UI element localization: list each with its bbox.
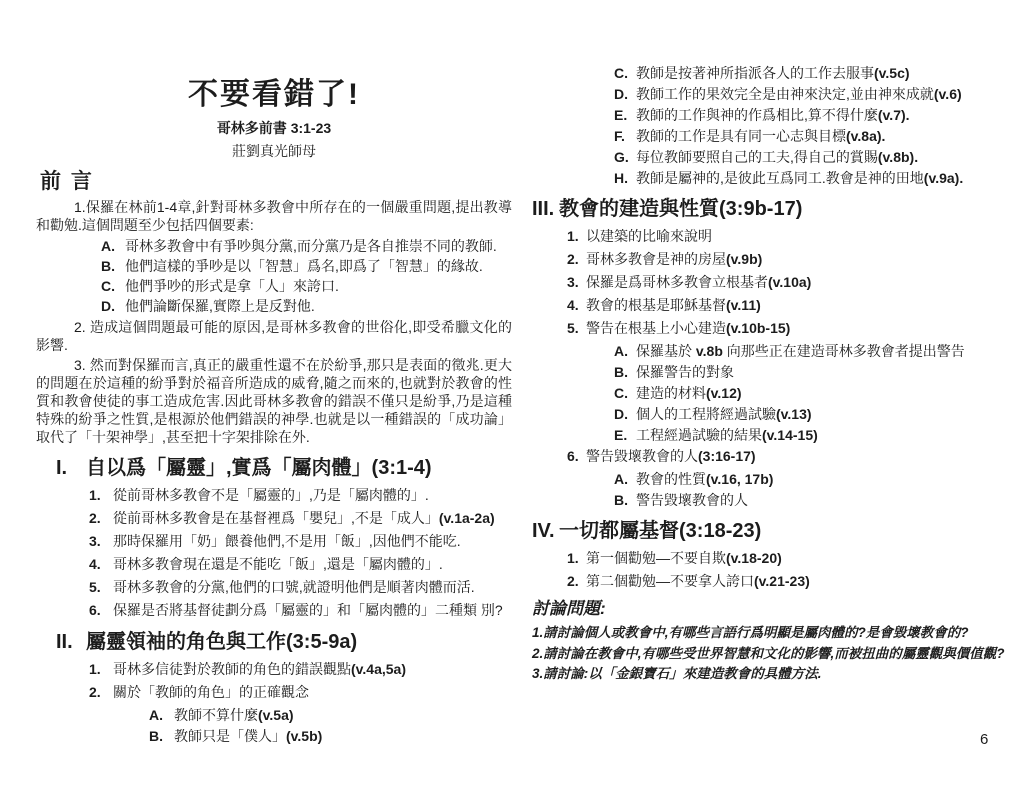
item-text: 每位教師要照自己的工夫,得自己的賞賜(v.8b). [636,149,919,165]
verse-ref: v.8b [695,343,723,359]
item-label: H. [614,170,628,186]
item-text: 教會的根基是耶穌基督(v.11) [586,297,761,313]
item-text: 警告在根基上小心建造(v.10b-15) [586,320,791,336]
item-text: 他們這樣的爭吵是以「智慧」爲名,即爲了「智慧」的緣故. [125,258,483,274]
item-text: 警告毀壞教會的人(3:16-17) [586,448,756,464]
item-label: G. [614,149,629,165]
verse-ref: (v.13) [776,406,812,422]
list-item [101,296,512,316]
author-name: 莊劉真光師母 [232,143,316,159]
list-item [101,236,512,256]
list-item [89,509,512,528]
list-item [614,491,1008,509]
item-label: 1. [89,487,101,503]
list-item [614,426,1008,444]
item-text: 教會的性質(v.16, 17b) [636,471,774,487]
item-text: 第二個勸勉—不要拿人誇口(v.21-23) [586,573,810,589]
section-3-heading [532,197,1008,221]
item-text: 建造的材料(v.12) [636,385,742,401]
item-label: C. [614,385,628,401]
list-item [567,227,1008,246]
item-text: 教師只是「僕人」(v.5b) [174,728,323,744]
verse-ref: (v.7). [877,107,910,123]
verse-ref: (v.4a,5a) [351,661,406,677]
right-column [530,64,1008,686]
verse-ref: (v.21-23) [754,573,810,589]
item-text: 教師是屬神的,是彼此互爲同工.教會是神的田地(v.9a). [636,170,964,186]
section-3-item-6 [567,447,1008,466]
item-label: A. [149,707,163,723]
verse-ref: (v.14-15) [762,427,818,443]
preface-heading: 前 言 [40,170,94,193]
section-3-item6-subitems [614,470,1008,509]
item-label: B. [149,728,163,744]
item-text: 保羅基於 v.8b 向那些正在建造哥林多教會者提出警告 [636,343,965,359]
list-item [567,296,1008,315]
list-item [149,706,512,724]
section-title: 屬靈領袖的角色與工作(3:5-9a) [86,631,358,653]
item-label: B. [101,258,115,274]
list-item [614,342,1008,360]
section-title: 一切都屬基督(3:18-23) [559,520,762,542]
verse-ref: (v.11) [726,297,761,313]
item-text: 哥林多信徒對於教師的角色的錯誤觀點(v.4a,5a) [113,661,406,677]
item-text: 關於「教師的角色」的正確觀念 [113,684,309,700]
list-item [567,250,1008,269]
item-text: 個人的工程將經過試驗(v.13) [636,406,812,422]
list-item [614,106,1008,124]
item-text: 保羅是否將基督徒劃分爲「屬靈的」和「屬肉體的」二種類 別? [113,602,503,618]
list-item [614,127,1008,145]
list-item [101,256,512,276]
section-numeral: I. [56,457,68,479]
discussion-heading: 討論問題: [532,599,606,618]
discussion-question-1: 1.請討論個人或教會中,有哪些言語行爲明顯是屬肉體的?是會毀壞教會的? [532,625,969,640]
item-label: 1. [567,550,579,566]
item-label: D. [101,298,115,314]
verse-ref: (v.8b). [877,149,919,165]
list-item [614,85,1008,103]
item-label: 2. [567,573,579,589]
section-3-item5-subitems [614,342,1008,444]
item-label: 4. [567,297,579,313]
list-item [614,384,1008,402]
list-item [614,363,1008,381]
list-item [567,549,1008,568]
item-label: 1. [567,228,579,244]
verse-ref: (v.16, 17b) [706,471,774,487]
list-item [567,447,1008,466]
list-item [614,148,1008,166]
item-label: 5. [89,579,101,595]
item-label: 1. [89,661,101,677]
item-label: A. [101,238,115,254]
verse-ref: (v.9a). [923,170,964,186]
section-title: 教會的建造與性質(3:9b-17) [559,198,803,220]
section-3-items [567,227,1008,338]
list-item [614,405,1008,423]
list-item [89,683,512,702]
verse-ref: (v.9b) [726,251,763,267]
item-text: 哥林多教會的分黨,他們的口號,就證明他們是順著肉體而活. [113,579,475,595]
list-item [567,319,1008,338]
item-text: 那時保羅用「奶」餵養他們,不是用「飯」,因他們不能吃. [113,533,461,549]
item-label: 4. [89,556,101,572]
discussion-question-3: 3.請討論:以「金銀寶石」來建造教會的具體方法. [532,666,822,681]
preface-paragraph-2: 2. 造成這個問題最可能的原因,是哥林多教會的世俗化,即受希臘文化的影響. [36,319,512,353]
verse-ref: (v.12) [706,385,742,401]
section-2-items [89,660,512,702]
list-item [101,276,512,296]
list-item [89,486,512,505]
item-text: 哥林多教會現在還是不能吃「飯」,還是「屬肉體的」. [113,556,443,572]
item-text: 哥林多教會中有爭吵與分黨,而分黨乃是各自推崇不同的教師. [125,238,497,254]
list-item [567,273,1008,292]
item-label: B. [614,492,628,508]
verse-ref: (v.1a-2a) [438,510,495,526]
item-text: 哥林多教會是神的房屋(v.9b) [586,251,763,267]
item-text: 教師工作的果效完全是由神來決定,並由神來成就(v.6) [636,86,962,102]
item-text: 工程經過試驗的結果(v.14-15) [636,427,818,443]
item-text: 保羅警告的對象 [636,364,734,380]
page-title: 不要看錯了! [188,78,360,111]
list-item [89,578,512,597]
item-label: 2. [89,510,101,526]
item-text: 他們論斷保羅,實際上是反對他. [125,298,315,314]
item-label: 6. [567,448,579,464]
item-text: 教師是按著神所指派各人的工作去服事(v.5c) [636,65,910,81]
item-label: C. [614,65,628,81]
section-2-subitems-right [614,64,1008,187]
item-text: 從前哥林多教會是在基督裡爲「嬰兒」,不是「成人」(v.1a-2a) [113,510,495,526]
verse-ref: (v.5a) [258,707,294,723]
item-text: 第一個勸勉—不要自欺(v.18-20) [586,550,782,566]
item-text: 他們爭吵的形式是拿「人」來誇口. [125,278,339,294]
item-text: 教師不算什麼(v.5a) [174,707,294,723]
item-label: A. [614,471,628,487]
list-item [567,572,1008,591]
verse-ref: (3:16-17) [698,448,756,464]
item-label: 2. [567,251,579,267]
section-2-subitems-left [149,706,512,745]
list-item [89,660,512,679]
list-item [89,601,512,620]
verse-ref: (v.6) [933,86,962,102]
section-1-items [89,486,512,620]
preface-paragraph-3: 3. 然而對保羅而言,真正的嚴重性還不在於紛爭,那只是表面的徵兆.更大的問題在於這種的紛爭對於福音所造成的威脅,隨之而來的,也就對於教會的性質和教會使徒的事工造成危害.因此哥林多教會的錯誤不僅只是紛爭,乃是這種特殊的紛爭之性質,是根源於他們錯誤的神學.也就是以一種錯誤的「成功論」取代了「十架神學」,甚至把十字架排除在外. [36,357,512,445]
item-text: 以建築的比喻來說明 [586,228,712,244]
item-label: 5. [567,320,579,336]
item-label: A. [614,343,628,359]
verse-ref: (v.10b-15) [726,320,791,336]
item-label: 3. [567,274,579,290]
item-label: D. [614,406,628,422]
item-label: E. [614,427,628,443]
section-4-items [567,549,1008,591]
item-label: E. [614,107,628,123]
preface-point-list [101,236,512,316]
item-text: 教師的工作與神的作爲相比,算不得什麼(v.7). [636,107,910,123]
list-item [89,555,512,574]
section-4-heading [532,519,1008,543]
list-item [614,64,1008,82]
discussion-question-2: 2.請討論在教會中,有哪些受世界智慧和文化的影響,而被扭曲的屬靈觀與價值觀? [532,645,1005,661]
scripture-reference: 哥林多前書 3:1-23 [216,120,332,136]
verse-ref: (v.10a) [768,274,812,290]
item-label: D. [614,86,628,102]
item-label: 6. [89,602,101,618]
list-item [89,532,512,551]
left-column [36,78,512,748]
item-label: F. [614,128,625,144]
verse-ref: (v.8a). [846,128,886,144]
item-label: 2. [89,684,101,700]
verse-ref: (v.5c) [874,65,910,81]
section-numeral: III. [532,198,555,220]
item-text: 警告毀壞教會的人 [636,492,748,508]
verse-ref: (v.5b) [286,728,323,744]
preface-paragraph-1: 1.保羅在林前1-4章,針對哥林多教會中所存在的一個嚴重問題,提出教導和勸勉.這個問題至少包括四個要素: [36,199,512,233]
section-1-heading [56,456,512,480]
item-text: 從前哥林多教會不是「屬靈的」,乃是「屬肉體的」. [113,487,429,503]
item-label: B. [614,364,628,380]
item-text: 保羅是爲哥林多教會立根基者(v.10a) [586,274,812,290]
section-title: 自以爲「屬靈」,實爲「屬肉體」(3:1-4) [86,457,432,479]
list-item [149,727,512,745]
item-label: C. [101,278,115,294]
item-text: 教師的工作是具有同一心志與目標(v.8a). [636,128,886,144]
list-item [614,470,1008,488]
item-label: 3. [89,533,101,549]
list-item [614,169,1008,187]
verse-ref: (v.18-20) [726,550,782,566]
section-numeral: II. [56,631,73,653]
page-number: 6 [980,731,989,748]
section-2-heading [56,630,512,654]
section-numeral: IV. [532,520,555,542]
